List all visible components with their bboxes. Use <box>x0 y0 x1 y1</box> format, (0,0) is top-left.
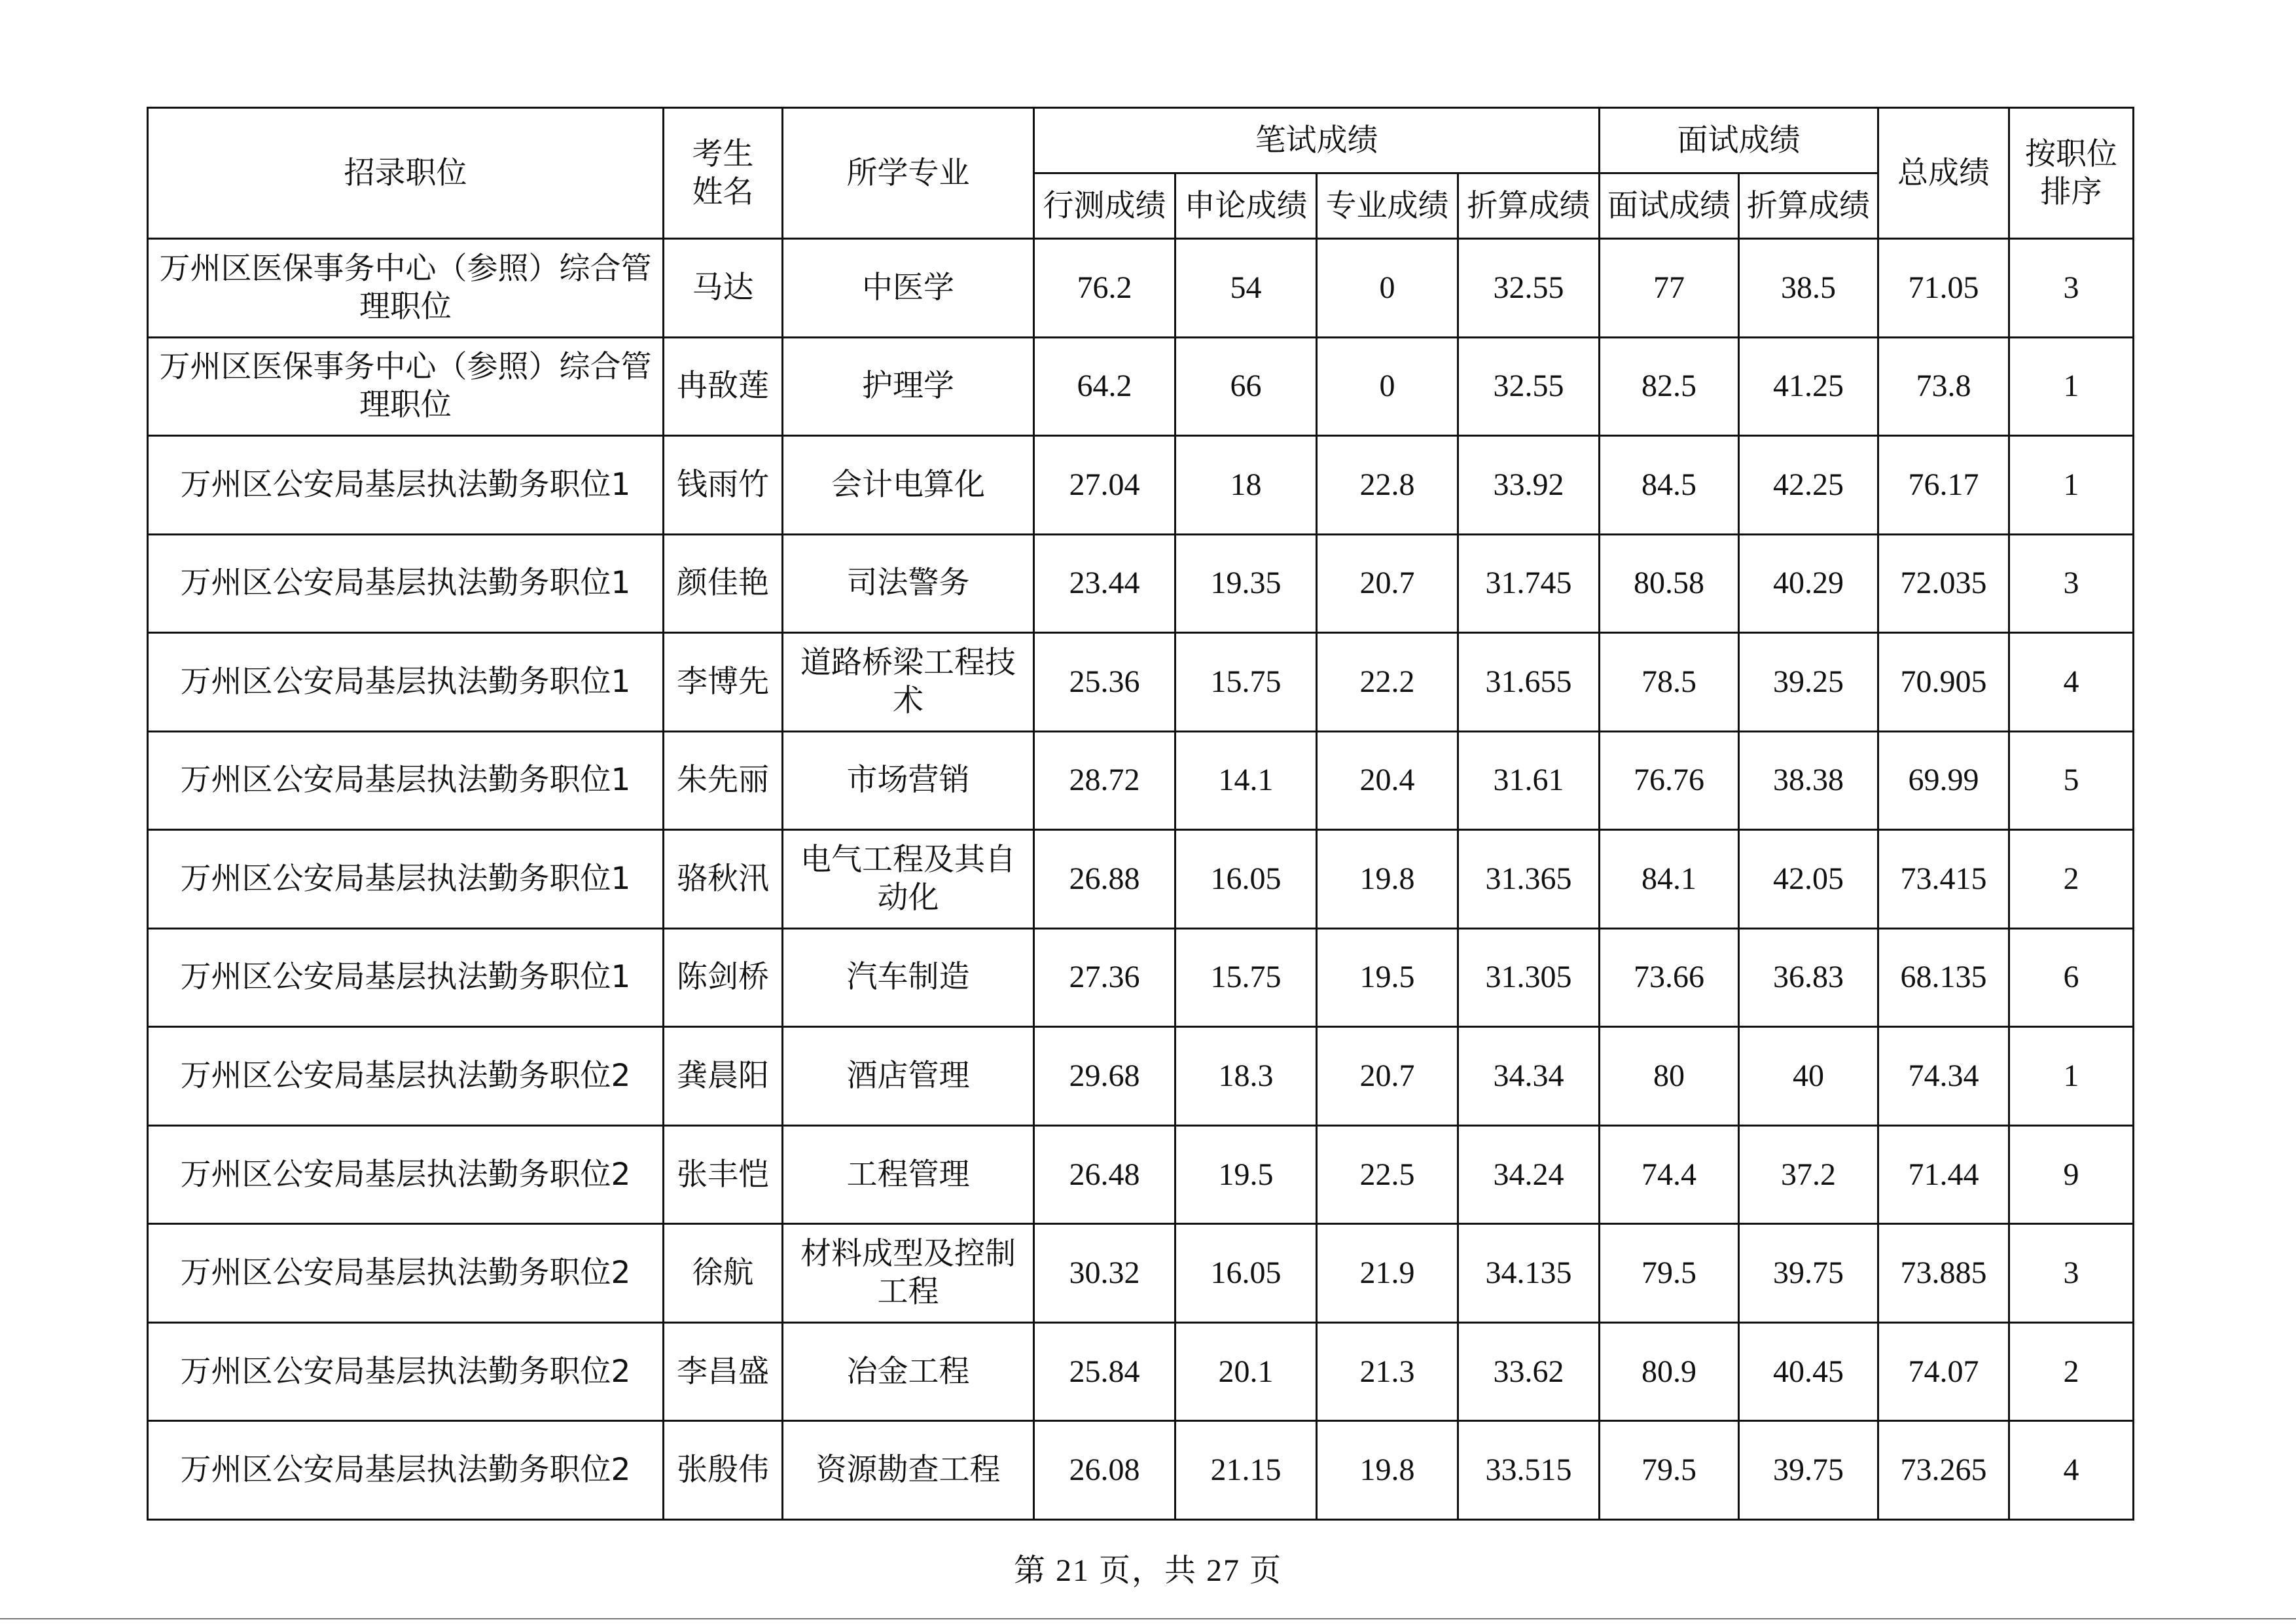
cell-total: 74.34 <box>1878 1027 2009 1126</box>
cell-major: 工程管理 <box>783 1125 1034 1224</box>
header-major: 所学专业 <box>783 108 1034 239</box>
cell-rank: 3 <box>2009 1224 2134 1323</box>
cell-zhuanye: 22.8 <box>1317 436 1458 535</box>
header-interview-score: 面试成绩 <box>1600 173 1739 239</box>
cell-shenlun: 18 <box>1175 436 1317 535</box>
table-row <box>148 1322 2134 1421</box>
cell-name: 骆秋汛 <box>664 830 783 929</box>
cell-interview-score: 74.4 <box>1600 1125 1739 1224</box>
cell-shenlun: 19.5 <box>1175 1125 1317 1224</box>
cell-zhuanye: 19.5 <box>1317 928 1458 1027</box>
cell-xingce: 30.32 <box>1034 1224 1175 1323</box>
cell-zhuanye: 0 <box>1317 337 1458 436</box>
cell-name: 冉敔莲 <box>664 337 783 436</box>
cell-position: 万州区公安局基层执法勤务职位1 <box>148 633 664 732</box>
cell-written-converted: 33.515 <box>1458 1421 1600 1520</box>
cell-position: 万州区公安局基层执法勤务职位2 <box>148 1322 664 1421</box>
cell-position: 万州区公安局基层执法勤务职位2 <box>148 1224 664 1323</box>
header-row-top <box>148 108 2134 173</box>
cell-xingce: 26.88 <box>1034 830 1175 929</box>
cell-total: 73.265 <box>1878 1421 2009 1520</box>
cell-position: 万州区医保事务中心（参照）综合管理职位 <box>148 239 664 338</box>
cell-position: 万州区医保事务中心（参照）综合管理职位 <box>148 337 664 436</box>
cell-written-converted: 31.365 <box>1458 830 1600 929</box>
cell-major: 市场营销 <box>783 731 1034 830</box>
cell-zhuanye: 19.8 <box>1317 1421 1458 1520</box>
cell-written-converted: 31.745 <box>1458 534 1600 633</box>
cell-interview-converted: 39.75 <box>1739 1224 1878 1323</box>
cell-shenlun: 16.05 <box>1175 830 1317 929</box>
cell-shenlun: 20.1 <box>1175 1322 1317 1421</box>
cell-major: 护理学 <box>783 337 1034 436</box>
cell-name: 钱雨竹 <box>664 436 783 535</box>
cell-major: 资源勘查工程 <box>783 1421 1034 1520</box>
cell-shenlun: 66 <box>1175 337 1317 436</box>
cell-rank: 6 <box>2009 928 2134 1027</box>
cell-interview-converted: 42.05 <box>1739 830 1878 929</box>
cell-name: 颜佳艳 <box>664 534 783 633</box>
header-zhuanye: 专业成绩 <box>1317 173 1458 239</box>
cell-xingce: 27.36 <box>1034 928 1175 1027</box>
header-position: 招录职位 <box>148 108 664 239</box>
cell-zhuanye: 20.4 <box>1317 731 1458 830</box>
cell-major: 汽车制造 <box>783 928 1034 1027</box>
cell-name: 马达 <box>664 239 783 338</box>
cell-interview-score: 82.5 <box>1600 337 1739 436</box>
cell-total: 76.17 <box>1878 436 2009 535</box>
cell-interview-score: 84.5 <box>1600 436 1739 535</box>
cell-interview-score: 80 <box>1600 1027 1739 1126</box>
cell-major: 酒店管理 <box>783 1027 1034 1126</box>
cell-rank: 5 <box>2009 731 2134 830</box>
cell-shenlun: 15.75 <box>1175 928 1317 1027</box>
table-row <box>148 633 2134 732</box>
cell-written-converted: 31.655 <box>1458 633 1600 732</box>
cell-position: 万州区公安局基层执法勤务职位2 <box>148 1027 664 1126</box>
table-row <box>148 239 2134 338</box>
cell-zhuanye: 22.2 <box>1317 633 1458 732</box>
table-row <box>148 534 2134 633</box>
cell-position: 万州区公安局基层执法勤务职位1 <box>148 436 664 535</box>
table-row <box>148 1224 2134 1323</box>
cell-total: 74.07 <box>1878 1322 2009 1421</box>
table-row <box>148 337 2134 436</box>
cell-zhuanye: 20.7 <box>1317 534 1458 633</box>
cell-zhuanye: 20.7 <box>1317 1027 1458 1126</box>
cell-name: 朱先丽 <box>664 731 783 830</box>
cell-interview-score: 84.1 <box>1600 830 1739 929</box>
cell-shenlun: 14.1 <box>1175 731 1317 830</box>
cell-interview-converted: 37.2 <box>1739 1125 1878 1224</box>
cell-interview-converted: 40.29 <box>1739 534 1878 633</box>
cell-written-converted: 31.305 <box>1458 928 1600 1027</box>
table-row <box>148 1125 2134 1224</box>
bottom-divider <box>0 1618 2296 1619</box>
cell-interview-score: 79.5 <box>1600 1224 1739 1323</box>
cell-major: 道路桥梁工程技术 <box>783 633 1034 732</box>
cell-written-converted: 33.62 <box>1458 1322 1600 1421</box>
cell-interview-score: 79.5 <box>1600 1421 1739 1520</box>
header-written: 笔试成绩 <box>1034 108 1600 173</box>
cell-xingce: 25.36 <box>1034 633 1175 732</box>
cell-zhuanye: 21.3 <box>1317 1322 1458 1421</box>
score-table <box>147 107 2134 1521</box>
cell-written-converted: 34.34 <box>1458 1027 1600 1126</box>
cell-position: 万州区公安局基层执法勤务职位2 <box>148 1421 664 1520</box>
header-total: 总成绩 <box>1878 108 2009 239</box>
cell-total: 68.135 <box>1878 928 2009 1027</box>
cell-rank: 3 <box>2009 534 2134 633</box>
cell-position: 万州区公安局基层执法勤务职位1 <box>148 928 664 1027</box>
cell-zhuanye: 19.8 <box>1317 830 1458 929</box>
cell-interview-converted: 40.45 <box>1739 1322 1878 1421</box>
cell-name: 龚晨阳 <box>664 1027 783 1126</box>
header-xingce: 行测成绩 <box>1034 173 1175 239</box>
table-row <box>148 1027 2134 1126</box>
header-written-converted: 折算成绩 <box>1458 173 1600 239</box>
cell-interview-score: 76.76 <box>1600 731 1739 830</box>
cell-written-converted: 34.24 <box>1458 1125 1600 1224</box>
cell-interview-converted: 39.75 <box>1739 1421 1878 1520</box>
cell-written-converted: 32.55 <box>1458 337 1600 436</box>
cell-xingce: 26.48 <box>1034 1125 1175 1224</box>
cell-position: 万州区公安局基层执法勤务职位1 <box>148 534 664 633</box>
table-row <box>148 436 2134 535</box>
cell-interview-score: 80.58 <box>1600 534 1739 633</box>
cell-rank: 2 <box>2009 1322 2134 1421</box>
cell-name: 徐航 <box>664 1224 783 1323</box>
cell-interview-converted: 42.25 <box>1739 436 1878 535</box>
cell-written-converted: 34.135 <box>1458 1224 1600 1323</box>
cell-written-converted: 32.55 <box>1458 239 1600 338</box>
cell-major: 会计电算化 <box>783 436 1034 535</box>
cell-rank: 4 <box>2009 633 2134 732</box>
cell-total: 69.99 <box>1878 731 2009 830</box>
cell-name: 张殷伟 <box>664 1421 783 1520</box>
cell-interview-score: 77 <box>1600 239 1739 338</box>
cell-zhuanye: 22.5 <box>1317 1125 1458 1224</box>
cell-interview-converted: 38.5 <box>1739 239 1878 338</box>
page-footer: 第 21 页，共 27 页 <box>1013 1553 1282 1588</box>
cell-shenlun: 15.75 <box>1175 633 1317 732</box>
cell-xingce: 29.68 <box>1034 1027 1175 1126</box>
cell-xingce: 64.2 <box>1034 337 1175 436</box>
cell-shenlun: 16.05 <box>1175 1224 1317 1323</box>
cell-xingce: 26.08 <box>1034 1421 1175 1520</box>
cell-shenlun: 21.15 <box>1175 1421 1317 1520</box>
cell-xingce: 23.44 <box>1034 534 1175 633</box>
table-row <box>148 1421 2134 1520</box>
table-row <box>148 731 2134 830</box>
cell-major: 司法警务 <box>783 534 1034 633</box>
cell-zhuanye: 21.9 <box>1317 1224 1458 1323</box>
cell-written-converted: 31.61 <box>1458 731 1600 830</box>
cell-xingce: 28.72 <box>1034 731 1175 830</box>
cell-position: 万州区公安局基层执法勤务职位2 <box>148 1125 664 1224</box>
cell-xingce: 27.04 <box>1034 436 1175 535</box>
cell-name: 李昌盛 <box>664 1322 783 1421</box>
cell-interview-score: 73.66 <box>1600 928 1739 1027</box>
cell-written-converted: 33.92 <box>1458 436 1600 535</box>
cell-rank: 1 <box>2009 436 2134 535</box>
header-interview: 面试成绩 <box>1600 108 1878 173</box>
cell-shenlun: 19.35 <box>1175 534 1317 633</box>
cell-total: 70.905 <box>1878 633 2009 732</box>
cell-name: 张丰恺 <box>664 1125 783 1224</box>
cell-rank: 9 <box>2009 1125 2134 1224</box>
header-interview-converted: 折算成绩 <box>1739 173 1878 239</box>
cell-total: 73.885 <box>1878 1224 2009 1323</box>
cell-shenlun: 54 <box>1175 239 1317 338</box>
cell-rank: 4 <box>2009 1421 2134 1520</box>
cell-total: 71.05 <box>1878 239 2009 338</box>
cell-total: 72.035 <box>1878 534 2009 633</box>
header-name: 考生 姓名 <box>664 108 783 239</box>
cell-xingce: 76.2 <box>1034 239 1175 338</box>
cell-interview-converted: 41.25 <box>1739 337 1878 436</box>
cell-total: 73.8 <box>1878 337 2009 436</box>
cell-total: 73.415 <box>1878 830 2009 929</box>
header-shenlun: 申论成绩 <box>1175 173 1317 239</box>
cell-total: 71.44 <box>1878 1125 2009 1224</box>
cell-zhuanye: 0 <box>1317 239 1458 338</box>
cell-major: 材料成型及控制工程 <box>783 1224 1034 1323</box>
cell-name: 陈剑桥 <box>664 928 783 1027</box>
table-row <box>148 830 2134 929</box>
cell-major: 电气工程及其自动化 <box>783 830 1034 929</box>
cell-position: 万州区公安局基层执法勤务职位1 <box>148 731 664 830</box>
cell-interview-converted: 36.83 <box>1739 928 1878 1027</box>
cell-major: 冶金工程 <box>783 1322 1034 1421</box>
cell-rank: 2 <box>2009 830 2134 929</box>
cell-interview-converted: 40 <box>1739 1027 1878 1126</box>
cell-shenlun: 18.3 <box>1175 1027 1317 1126</box>
cell-position: 万州区公安局基层执法勤务职位1 <box>148 830 664 929</box>
table-row <box>148 928 2134 1027</box>
cell-interview-converted: 39.25 <box>1739 633 1878 732</box>
cell-xingce: 25.84 <box>1034 1322 1175 1421</box>
cell-interview-score: 80.9 <box>1600 1322 1739 1421</box>
header-rank: 按职位 排序 <box>2009 108 2134 239</box>
cell-major: 中医学 <box>783 239 1034 338</box>
cell-interview-converted: 38.38 <box>1739 731 1878 830</box>
cell-rank: 3 <box>2009 239 2134 338</box>
cell-rank: 1 <box>2009 337 2134 436</box>
cell-rank: 1 <box>2009 1027 2134 1126</box>
cell-name: 李博先 <box>664 633 783 732</box>
cell-interview-score: 78.5 <box>1600 633 1739 732</box>
